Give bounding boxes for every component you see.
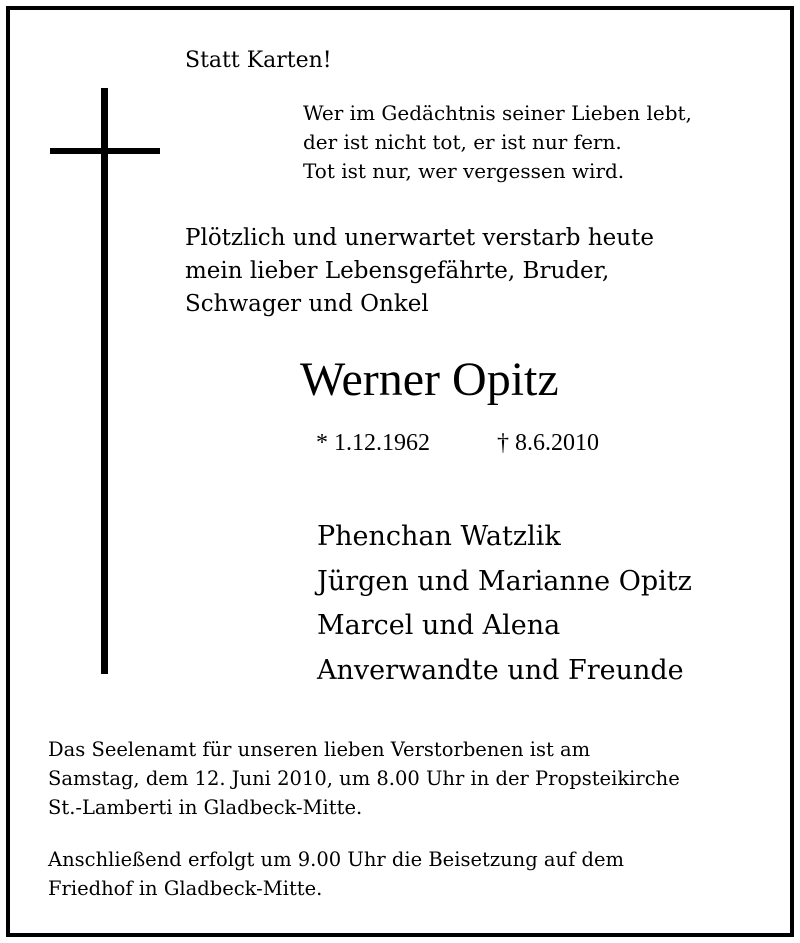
poem-line: Tot ist nur, wer vergessen wird.	[303, 159, 625, 183]
burial-info	[48, 845, 624, 903]
birth-date: * 1.12.1962	[316, 430, 430, 456]
service-line: Samstag, dem 12. Juni 2010, um 8.00 Uhr in der Propsteikirche	[48, 767, 680, 790]
burial-line: Anschließend erfolgt um 9.00 Uhr die Beisetzung auf dem	[48, 848, 625, 871]
service-line: Das Seelenamt für unseren lieben Verstorbenen ist am	[48, 738, 591, 761]
deceased-name: Werner Opitz	[300, 353, 559, 406]
mourner-name: Jürgen und Marianne Opitz	[317, 565, 692, 597]
burial-line: Friedhof in Gladbeck-Mitte.	[48, 877, 323, 900]
mourner-name: Anverwandte und Freunde	[317, 654, 684, 686]
death-date: † 8.6.2010	[497, 430, 599, 456]
poem-line: der ist nicht tot, er ist nur fern.	[303, 130, 622, 154]
mourner-name: Phenchan Watzlik	[317, 521, 561, 552]
intro-line: Schwager und Onkel	[185, 291, 429, 317]
intro-text	[185, 222, 654, 321]
service-info	[48, 735, 680, 822]
poem	[303, 99, 692, 186]
cross-icon-bar	[50, 148, 160, 154]
cross-icon	[101, 88, 108, 674]
intro-line: mein lieber Lebensgefährte, Bruder,	[185, 258, 610, 284]
notice-heading: Statt Karten!	[185, 48, 332, 73]
intro-line: Plötzlich und unerwartet verstarb heute	[185, 225, 654, 251]
service-line: St.-Lamberti in Gladbeck-Mitte.	[48, 796, 363, 819]
mourner-name: Marcel und Alena	[317, 610, 561, 641]
poem-line: Wer im Gedächtnis seiner Lieben lebt,	[303, 101, 692, 125]
mourners-list	[317, 515, 692, 693]
